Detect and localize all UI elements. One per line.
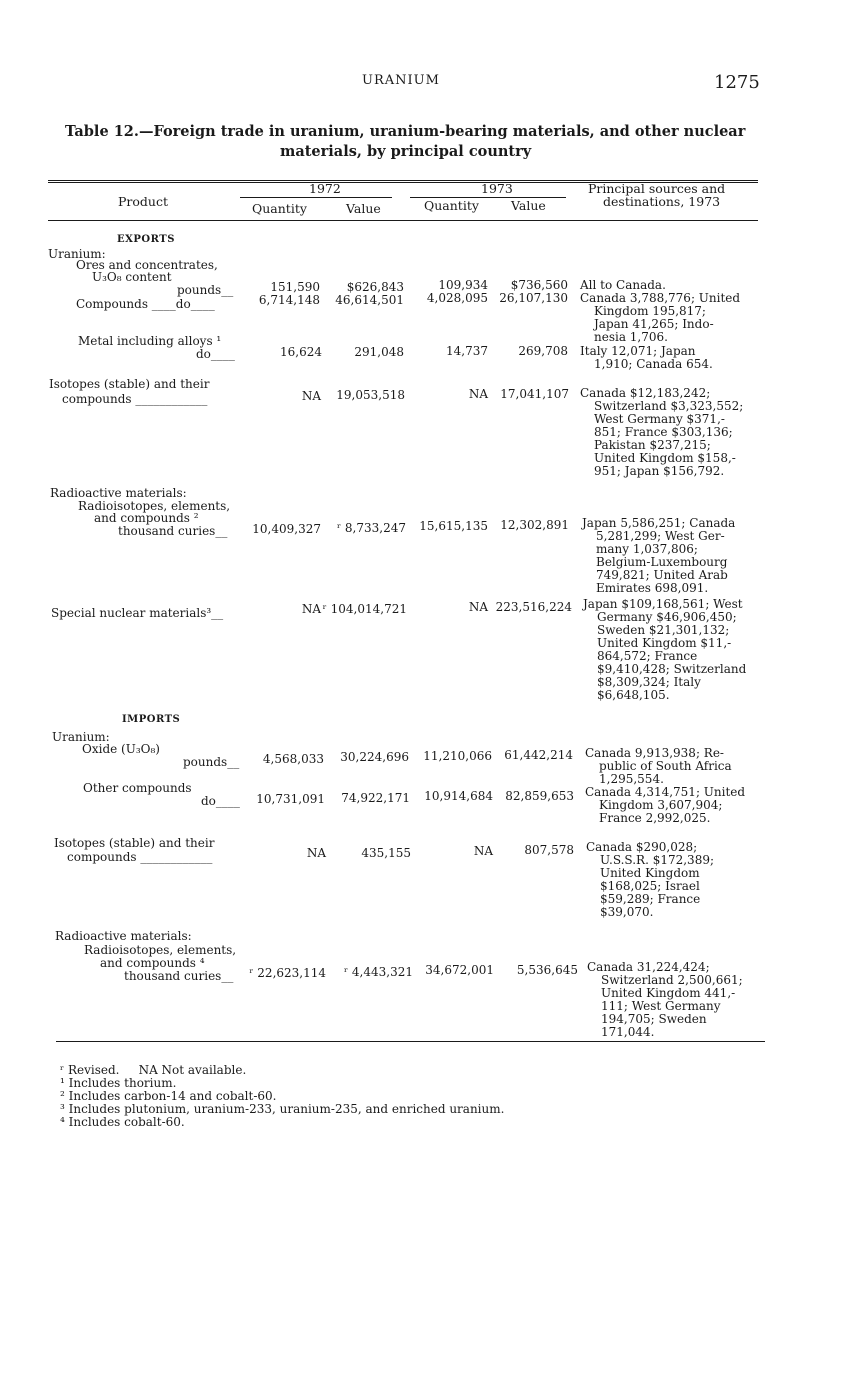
- col-sources-l2: destinations, 1973: [603, 194, 721, 209]
- footnotes: [60, 1064, 504, 1129]
- exports-uranium-label: Uranium:: [48, 247, 106, 261]
- metal-qty-1972: 16,624: [280, 345, 322, 359]
- exp-isotopes-value-1972: 19,053,518: [336, 388, 405, 402]
- other-value-1972: 74,922,171: [341, 791, 410, 805]
- col-year-1972: 1972: [309, 181, 341, 196]
- other-value-1973: 82,859,653: [505, 789, 574, 803]
- col-value-1973: Value: [511, 198, 546, 213]
- oxide-qty-1972: 4,568,033: [262, 752, 324, 766]
- year1-rule: [240, 197, 392, 198]
- radio-label-l2: Radioisotopes, elements,: [78, 499, 231, 513]
- other-label-l1: Other compounds: [83, 781, 192, 795]
- col-quantity-1973: Quantity: [424, 198, 479, 213]
- compounds-qty-1973: 4,028,095: [426, 291, 488, 305]
- footnote-revised: ʳ Revised. NA Not available.: [60, 1063, 247, 1077]
- metal-sources: Italy 12,071; Japan 1,910; Canada 654.: [580, 344, 713, 371]
- imp-isotopes-qty-1972: NA: [306, 846, 326, 860]
- special-qty-1972: NA: [301, 602, 321, 616]
- imp-radio-qty-1972: ʳ 22,623,114: [249, 966, 326, 980]
- ores-sources: All to Canada.: [580, 278, 666, 292]
- oxide-qty-1973: 11,210,066: [423, 749, 492, 763]
- imp-isotopes-qty-1973: NA: [473, 844, 493, 858]
- imp-radio-qty-1973: 34,672,001: [425, 963, 494, 977]
- special-label: Special nuclear materials³__: [51, 606, 224, 620]
- other-label-l2: do____: [201, 794, 240, 808]
- compounds-value-1972: 46,614,501: [335, 293, 404, 307]
- imp-radio-value-1972: ʳ 4,443,321: [343, 965, 413, 979]
- special-value-1972: ʳ 104,014,721: [322, 602, 407, 616]
- imp-isotopes-value-1972: 435,155: [361, 846, 411, 860]
- footnote-3: ³ Includes plutonium, uranium-233, uranium-235, and enriched uranium.: [60, 1102, 505, 1116]
- exp-isotopes-qty-1972: NA: [301, 389, 321, 403]
- radio-label-l3: and compounds ²: [94, 511, 199, 525]
- imp-isotopes-label-l1: Isotopes (stable) and their: [54, 836, 215, 850]
- col-sources-l1: Principal sources and: [588, 181, 726, 196]
- compounds-label: Compounds ____do____: [76, 297, 215, 311]
- exp-isotopes-value-1973: 17,041,107: [500, 387, 569, 401]
- imports-uranium-label: Uranium:: [52, 730, 110, 744]
- other-qty-1973: 10,914,684: [424, 789, 493, 803]
- col-product: Product: [118, 194, 168, 209]
- imp-isotopes-sources: Canada $290,028; U.S.S.R. $172,389; United Kingdom $168,025; Israel $59,289; France $39,070.: [586, 840, 715, 919]
- compounds-sources: Canada 3,788,776; United Kingdom 195,817; Japan 41,265; Indo- nesia 1,706.: [580, 291, 741, 344]
- imp-radio-value-1973: 5,536,645: [516, 963, 578, 977]
- page-number: 1275: [714, 72, 760, 93]
- exp-radio-sources: Japan 5,586,251; Canada 5,281,299; West Ger- many 1,037,806; Belgium-Luxembourg 749,821; United Arab Emirates 698,091.: [582, 516, 736, 595]
- metal-value-1973: 269,708: [518, 344, 568, 358]
- special-value-1973: 223,516,224: [495, 600, 572, 614]
- ores-qty-1973: 109,934: [438, 278, 488, 292]
- exp-isotopes-sources: Canada $12,183,242; Switzerland $3,323,552; West Germany $371,- 851; France $303,136; Pakistan $237,215; United Kingdom $158,- 951; Japan $156,792.: [580, 386, 744, 478]
- oxide-label-l1: Oxide (U₃O₈): [82, 742, 160, 756]
- exp-radio-value-1972: ʳ 8,733,247: [336, 521, 406, 535]
- radio-label-l1: Radioactive materials:: [50, 486, 187, 500]
- footnote-1: ¹ Includes thorium.: [60, 1076, 177, 1090]
- exp-isotopes-qty-1973: NA: [468, 387, 488, 401]
- footnote-2: ² Includes carbon-14 and cobalt-60.: [60, 1089, 277, 1103]
- other-qty-1972: 10,731,091: [256, 792, 325, 806]
- isotopes-label-l1: Isotopes (stable) and their: [49, 377, 210, 391]
- oxide-sources: Canada 9,913,938; Re- public of South Africa 1,295,554.: [585, 746, 732, 786]
- imp-radio-label-l4: thousand curies__: [124, 969, 234, 983]
- imp-isotopes-value-1973: 807,578: [524, 843, 574, 857]
- footnote-4: ⁴ Includes cobalt-60.: [60, 1115, 185, 1129]
- imp-radio-label-l3: and compounds ⁴: [100, 956, 205, 970]
- col-year-1973: 1973: [481, 181, 513, 196]
- ores-value-1973: $736,560: [510, 278, 568, 292]
- oxide-value-1972: 30,224,696: [340, 750, 409, 764]
- imports-heading: IMPORTS: [122, 714, 181, 725]
- exp-radio-qty-1973: 15,615,135: [419, 519, 488, 533]
- compounds-qty-1972: 6,714,148: [258, 293, 320, 307]
- table-bottom-rule: [56, 1041, 765, 1042]
- exports-heading: EXPORTS: [117, 234, 175, 245]
- radio-label-l4: thousand curies__: [118, 524, 228, 538]
- oxide-label-l2: pounds__: [183, 755, 240, 769]
- running-title: URANIUM: [362, 73, 440, 88]
- compounds-value-1973: 26,107,130: [499, 291, 568, 305]
- table-caption-line2: materials, by principal country: [280, 143, 532, 160]
- isotopes-label-l2: compounds ____________: [62, 392, 208, 406]
- imp-radio-label-l2: Radioisotopes, elements,: [84, 943, 237, 957]
- exp-radio-qty-1972: 10,409,327: [252, 522, 321, 536]
- col-value-1972: Value: [346, 201, 381, 216]
- table-caption-line1: Table 12.—Foreign trade in uranium, uranium-bearing materials, and other nuclear: [65, 123, 746, 140]
- other-sources: Canada 4,314,751; United Kingdom 3,607,904; France 2,992,025.: [585, 785, 746, 825]
- ores-label-l3: pounds__: [177, 283, 234, 297]
- metal-qty-1973: 14,737: [446, 344, 488, 358]
- metal-label-l2: do____: [196, 347, 235, 361]
- imp-radio-label-l1: Radioactive materials:: [55, 929, 192, 943]
- imp-radio-sources: Canada 31,224,424; Switzerland 2,500,661; United Kingdom 441,- 111; West Germany 194,705; Sweden 171,044.: [587, 960, 743, 1039]
- special-qty-1973: NA: [468, 600, 488, 614]
- ores-qty-1972: 151,590: [270, 280, 320, 294]
- ores-label-l2: U₃O₈ content: [92, 270, 172, 284]
- col-quantity-1972: Quantity: [252, 201, 307, 216]
- header-bottom-rule: [48, 220, 758, 221]
- ores-value-1972: $626,843: [346, 280, 404, 294]
- oxide-value-1973: 61,442,214: [504, 748, 573, 762]
- exp-radio-value-1973: 12,302,891: [500, 518, 569, 532]
- special-sources: Japan $109,168,561; West Germany $46,906,450; Sweden $21,301,132; United Kingdom $11,- 864,572; France $9,410,428; Switzerland $8,309,324; Italy $6,648,105.: [583, 597, 747, 702]
- ores-label-l1: Ores and concentrates,: [76, 258, 218, 272]
- metal-value-1972: 291,048: [354, 345, 404, 359]
- metal-label-l1: Metal including alloys ¹: [78, 334, 222, 348]
- imp-isotopes-label-l2: compounds ____________: [67, 850, 213, 864]
